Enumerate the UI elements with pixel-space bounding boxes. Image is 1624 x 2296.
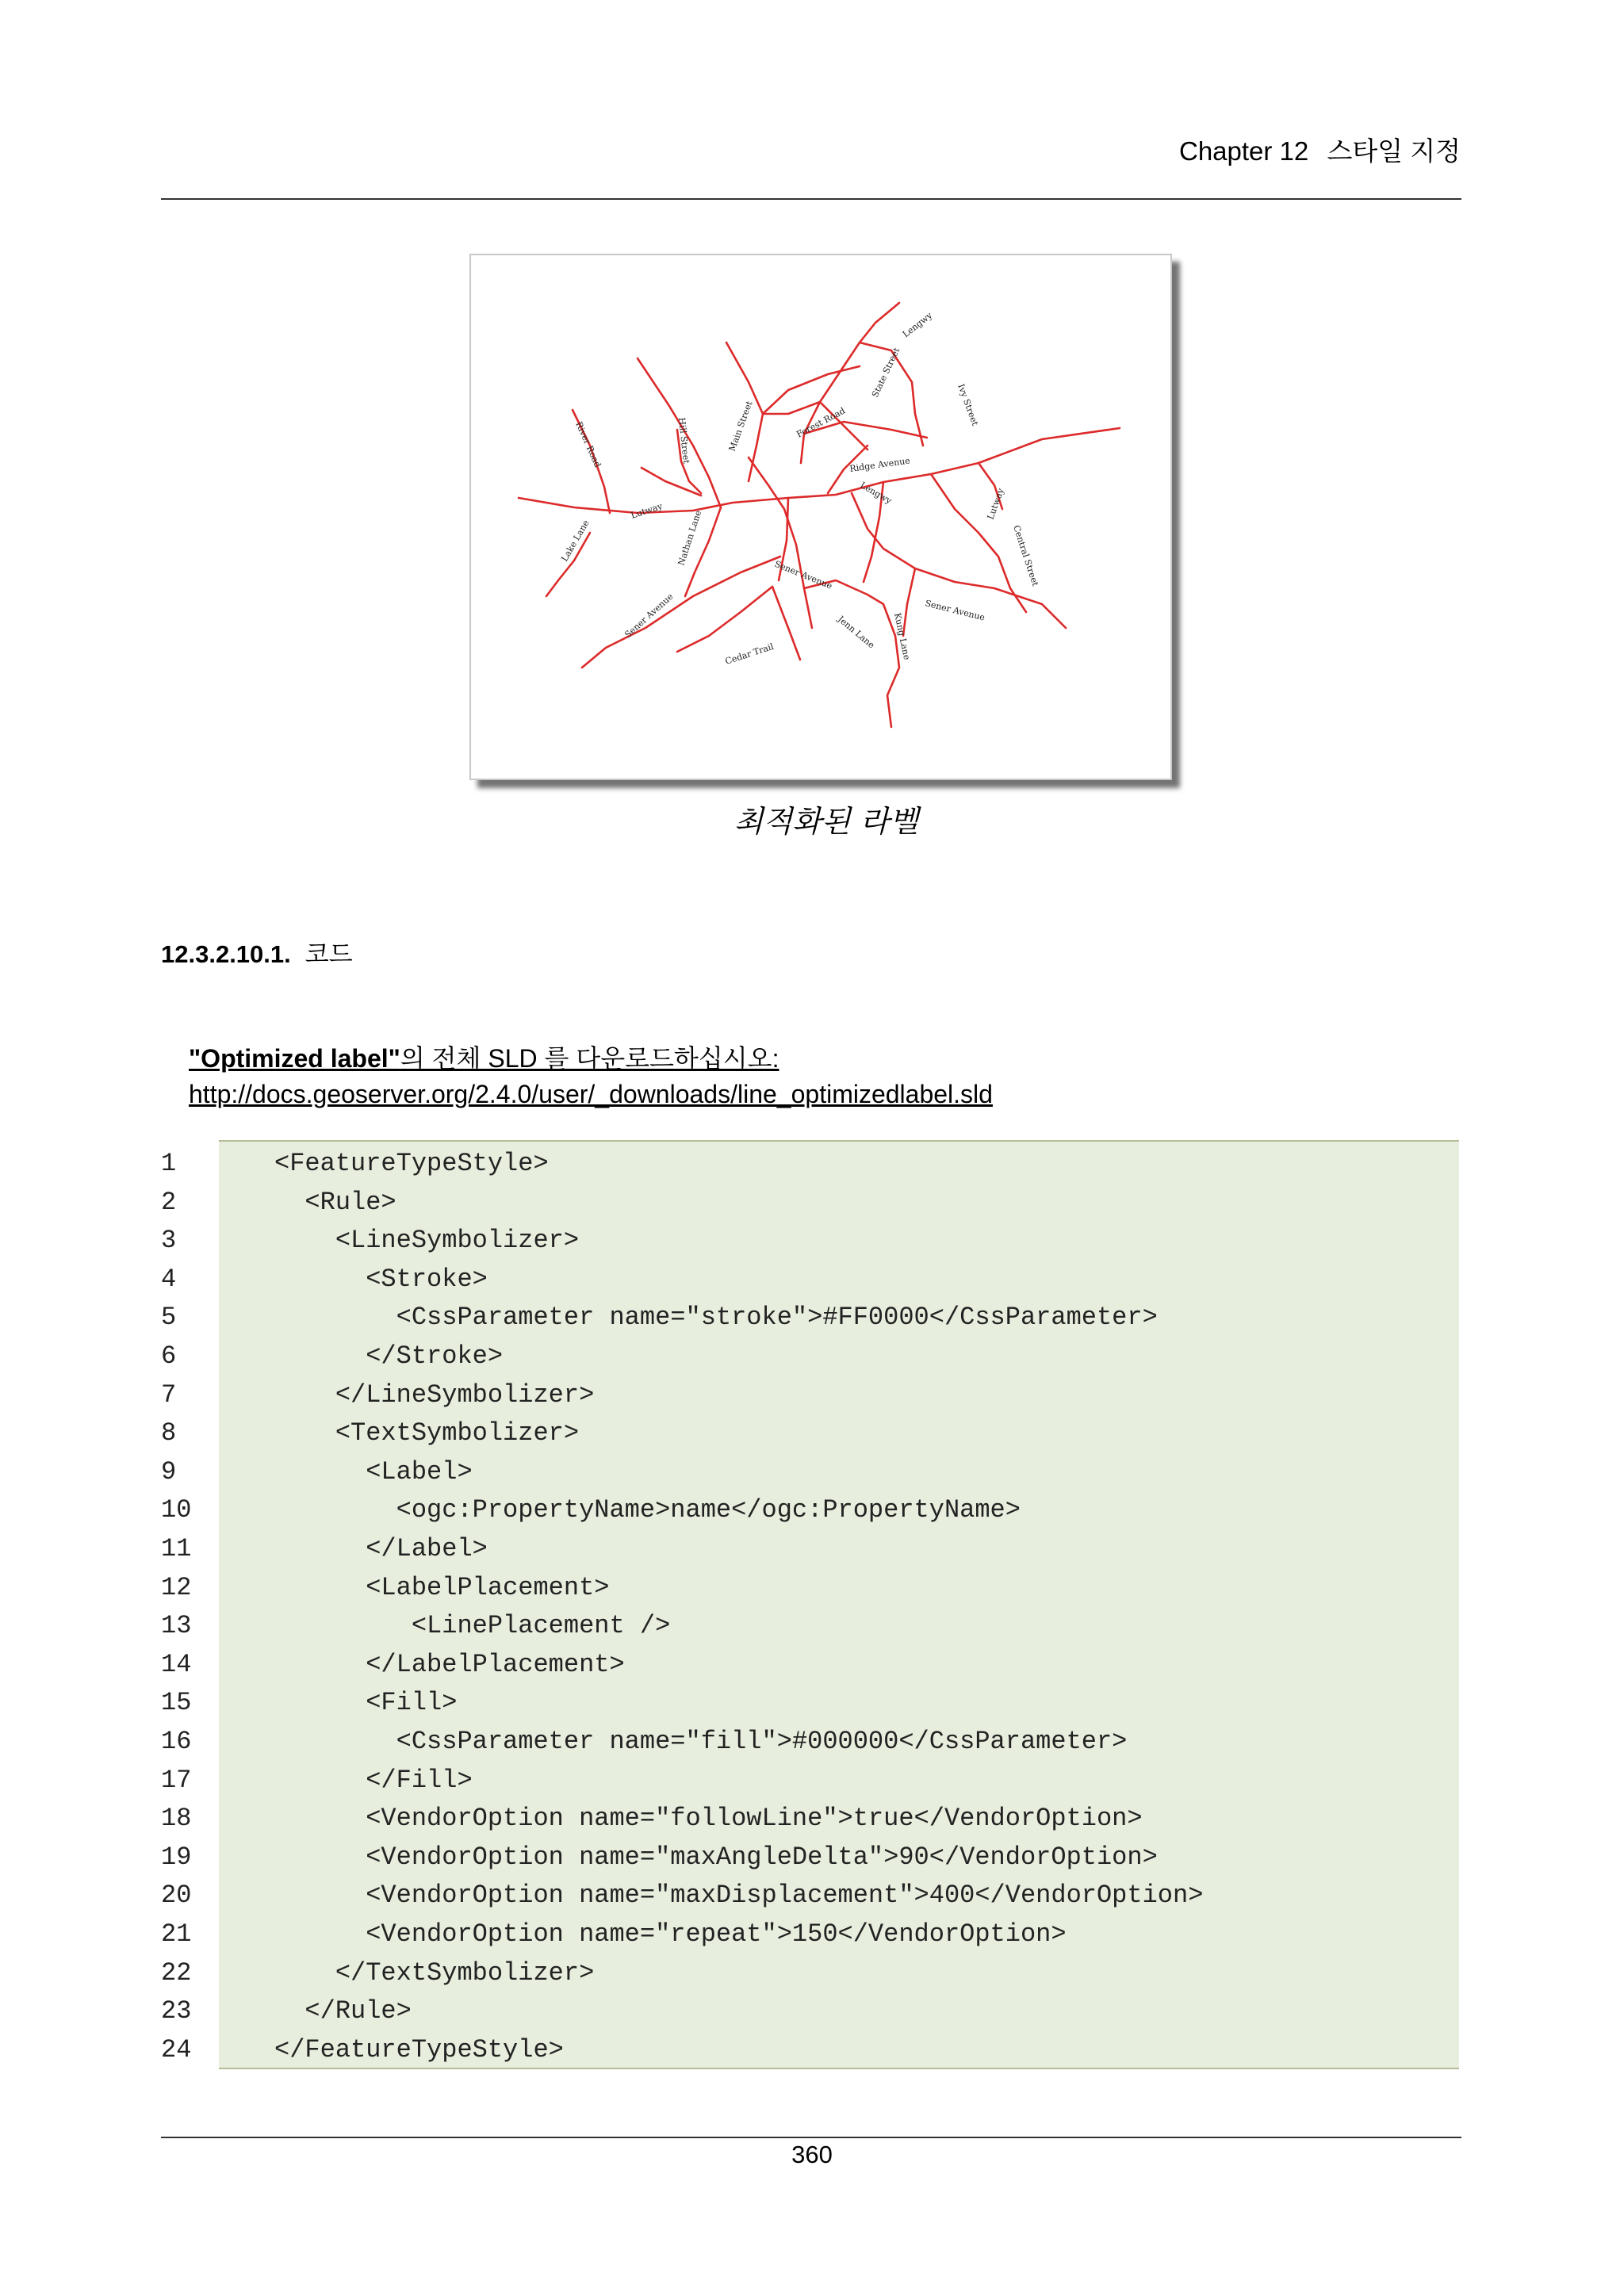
map-label: Main Street bbox=[726, 400, 755, 453]
map-label: Lengwy bbox=[858, 480, 894, 507]
map-figure bbox=[469, 254, 1172, 780]
code-text: <FeatureTypeStyle> bbox=[274, 1149, 549, 1178]
code-text: <Fill> bbox=[274, 1688, 458, 1718]
map-label: Lake Lane bbox=[559, 518, 592, 564]
line-number: 23 bbox=[161, 1996, 192, 2026]
road bbox=[642, 468, 701, 496]
map-label: River Road bbox=[573, 419, 603, 469]
line-number: 19 bbox=[161, 1842, 192, 1872]
section-title: 코드 bbox=[304, 940, 353, 968]
download-text: 의 전체 SLD 를 다운로드하십시오: bbox=[400, 1044, 779, 1073]
code-line bbox=[161, 1491, 1021, 1530]
code-line bbox=[161, 1877, 1204, 1915]
map-label: Sener Avenue bbox=[924, 598, 986, 623]
map-label: Cedar Trail bbox=[723, 641, 776, 667]
line-number: 10 bbox=[161, 1495, 192, 1525]
map-label: Sener Avenue bbox=[772, 558, 834, 591]
map-label: Hill Street bbox=[676, 416, 692, 465]
map-label: Forest Road bbox=[795, 405, 848, 440]
code-text: </TextSymbolizer> bbox=[274, 1957, 595, 1988]
code-text: </Fill> bbox=[274, 1765, 473, 1795]
code-text: </Label> bbox=[274, 1534, 488, 1563]
road-labels bbox=[559, 310, 1040, 667]
line-number: 14 bbox=[161, 1649, 192, 1679]
code-text: <LinePlacement /> bbox=[274, 1611, 671, 1641]
section-number: 12.3.2.10.1. bbox=[161, 940, 291, 968]
code-line bbox=[161, 1569, 610, 1608]
code-text: <TextSymbolizer> bbox=[274, 1418, 580, 1448]
code-text: </Stroke> bbox=[274, 1341, 504, 1371]
code-text: </Rule> bbox=[274, 1996, 412, 2026]
line-number: 16 bbox=[161, 1727, 192, 1756]
road bbox=[763, 366, 860, 414]
line-number: 13 bbox=[161, 1611, 192, 1641]
code-text: <Label> bbox=[274, 1456, 473, 1487]
code-line bbox=[161, 1145, 549, 1184]
code-text: <Rule> bbox=[274, 1187, 396, 1217]
map-label: Central Street bbox=[1011, 523, 1041, 587]
code-block bbox=[161, 1140, 1461, 2069]
line-number: 12 bbox=[161, 1572, 192, 1602]
code-text: <VendorOption name="maxAngleDelta">90</VendorOption> bbox=[274, 1842, 1158, 1872]
code-text: <LineSymbolizer> bbox=[274, 1226, 580, 1256]
download-name: "Optimized label" bbox=[189, 1044, 400, 1073]
code-text: </LineSymbolizer> bbox=[274, 1380, 595, 1410]
map-label: Ivy Street bbox=[956, 382, 981, 427]
code-text: <CssParameter name="fill">#000000</CssParameter> bbox=[274, 1727, 1128, 1756]
map-label: State Street bbox=[869, 346, 902, 400]
line-number: 17 bbox=[161, 1765, 192, 1795]
header-divider bbox=[161, 198, 1461, 200]
road bbox=[931, 474, 1026, 612]
road bbox=[519, 428, 1120, 513]
line-number: 18 bbox=[161, 1804, 192, 1834]
code-line bbox=[161, 1222, 580, 1261]
code-line bbox=[161, 1915, 1067, 1954]
code-line bbox=[161, 1723, 1128, 1762]
chapter-title: 스타일 지정 bbox=[1327, 136, 1461, 166]
code-line bbox=[161, 1376, 595, 1415]
line-number: 9 bbox=[161, 1456, 177, 1487]
map-label: Lutway bbox=[985, 487, 1006, 522]
line-number: 5 bbox=[161, 1303, 177, 1333]
road bbox=[804, 580, 899, 727]
code-line bbox=[161, 1954, 595, 1993]
download-link[interactable]: http://docs.geoserver.org/2.4.0/user/_downloads/line_optimizedlabel.sld bbox=[189, 1080, 993, 1108]
line-number: 2 bbox=[161, 1187, 177, 1217]
line-number: 6 bbox=[161, 1341, 177, 1371]
code-line bbox=[161, 1684, 458, 1723]
map-label: Nathan Lane bbox=[676, 509, 704, 567]
code-line bbox=[161, 1646, 625, 1685]
line-number: 15 bbox=[161, 1688, 192, 1718]
line-number: 11 bbox=[161, 1534, 192, 1563]
line-number: 20 bbox=[161, 1881, 192, 1911]
code-text: <ogc:PropertyName>name</ogc:PropertyName> bbox=[274, 1495, 1021, 1525]
code-line bbox=[161, 1762, 473, 1800]
footer-divider bbox=[161, 2137, 1461, 2138]
code-line bbox=[161, 1530, 488, 1569]
code-line bbox=[161, 1184, 396, 1223]
code-line bbox=[161, 2031, 564, 2070]
code-text: <CssParameter name="stroke">#FF0000</CssParameter> bbox=[274, 1303, 1158, 1333]
line-number: 21 bbox=[161, 1919, 192, 1949]
download-instruction[interactable] bbox=[189, 1039, 779, 1075]
map-label: Kung Lane bbox=[892, 611, 913, 661]
line-number: 1 bbox=[161, 1149, 177, 1178]
code-text: <VendorOption name="followLine">true</VendorOption> bbox=[274, 1804, 1143, 1834]
figure-caption: 최적화된 라벨 bbox=[733, 804, 919, 839]
code-line bbox=[161, 1839, 1158, 1877]
road bbox=[763, 402, 820, 414]
map-label: Ridge Avenue bbox=[848, 455, 911, 474]
road bbox=[749, 457, 812, 628]
line-number: 4 bbox=[161, 1264, 177, 1294]
map-label: Jenn Lane bbox=[836, 614, 877, 651]
line-number: 7 bbox=[161, 1380, 177, 1410]
code-text: <LabelPlacement> bbox=[274, 1572, 610, 1602]
code-text: <VendorOption name="repeat">150</VendorOption> bbox=[274, 1919, 1067, 1949]
road bbox=[772, 587, 800, 660]
code-line bbox=[161, 1800, 1143, 1839]
code-line bbox=[161, 1414, 580, 1453]
line-number: 24 bbox=[161, 2034, 192, 2064]
code-line bbox=[161, 1992, 412, 2031]
road-lines bbox=[519, 303, 1120, 727]
code-text: <Stroke> bbox=[274, 1264, 488, 1294]
line-number: 22 bbox=[161, 1957, 192, 1988]
road-map bbox=[471, 255, 1170, 779]
line-number: 8 bbox=[161, 1418, 177, 1448]
code-line bbox=[161, 1453, 473, 1492]
section-heading bbox=[161, 934, 353, 970]
map-label: Lutway bbox=[629, 500, 664, 521]
code-text: </FeatureTypeStyle> bbox=[274, 2034, 564, 2064]
code-line bbox=[161, 1299, 1158, 1337]
map-label: Lengwy bbox=[900, 310, 935, 340]
code-text: </LabelPlacement> bbox=[274, 1649, 625, 1679]
chapter-header bbox=[952, 131, 1461, 168]
page-number: 360 bbox=[791, 2141, 833, 2168]
code-text: <VendorOption name="maxDisplacement">400</VendorOption> bbox=[274, 1881, 1204, 1911]
code-line bbox=[161, 1261, 488, 1299]
code-line bbox=[161, 1337, 504, 1376]
line-number: 3 bbox=[161, 1226, 177, 1256]
chapter-number: Chapter 12 bbox=[1178, 136, 1309, 166]
code-line bbox=[161, 1607, 671, 1646]
map-label: Sener Avenue bbox=[622, 591, 676, 641]
